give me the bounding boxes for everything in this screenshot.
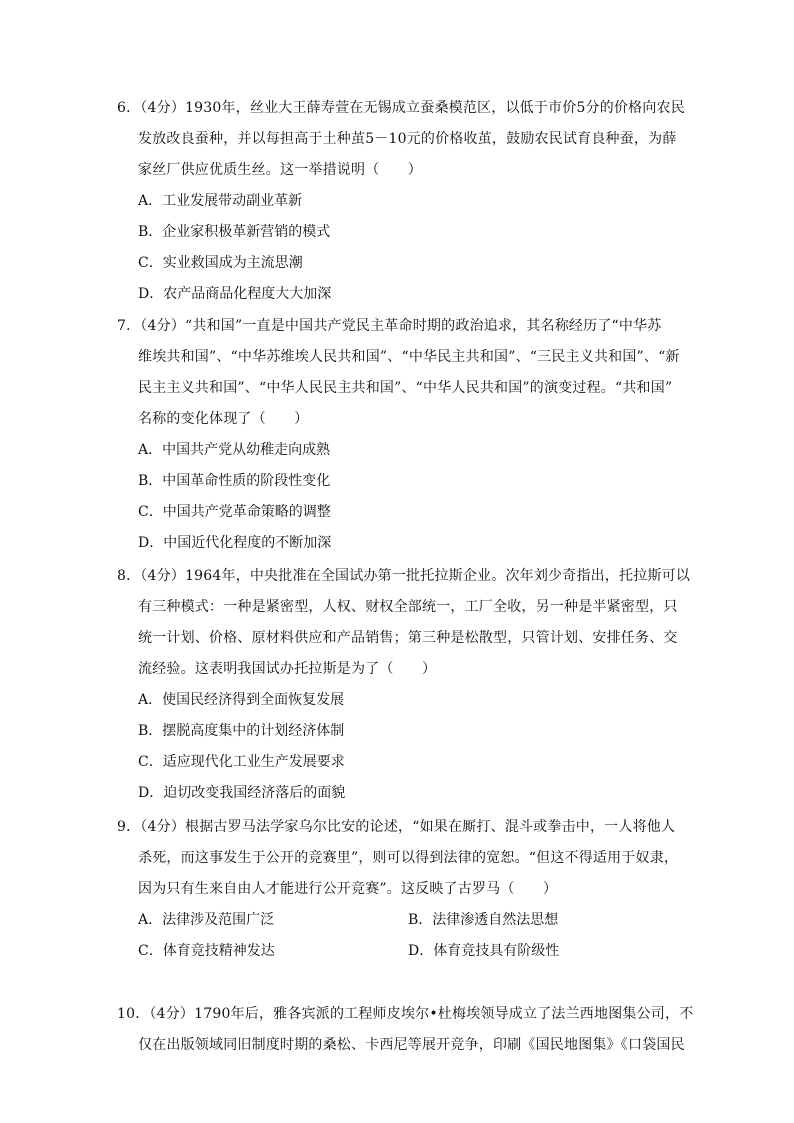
- question-8: [117, 561, 691, 809]
- question-stem-line: 维埃共和国”、“中华苏维埃人民共和国”、“中华民主共和国”、“三民主义共和国”、“新: [138, 349, 680, 365]
- question-stem-line: 流经验。这表明我国试办托拉斯是为了（ ）: [138, 661, 437, 677]
- option-c: C．适应现代化工业生产发展要求: [138, 754, 345, 770]
- option-b: B．法律渗透自然法思想: [408, 912, 559, 928]
- option-b: B．摆脱高度集中的计划经济体制: [138, 723, 345, 739]
- question-7: [117, 311, 687, 559]
- question-stem-line: 6．（4分）1930年，丝业大王薛寿萱在无锡成立蚕桑模范区，以低于市价5分的价格向农民: [117, 100, 685, 116]
- option-b: B．中国革命性质的阶段性变化: [138, 473, 331, 489]
- option-d: D．农产品商品化程度大大加深: [138, 286, 332, 302]
- question-stem-line: 统一计划、价格、原材料供应和产品销售；第三种是松散型，只管计划、安排任务、交: [138, 630, 678, 646]
- options-row: [117, 936, 687, 967]
- option-c: C．实业救国成为主流思潮: [138, 255, 303, 271]
- question-stem-line: 名称的变化体现了（ ）: [138, 411, 309, 427]
- question-9: [117, 812, 687, 967]
- option-a: A．法律涉及范围广泛: [138, 912, 275, 928]
- question-stem-line: 发放改良蚕种，并以每担高于土种茧5－10元的价格收茧，鼓励农民试育良种蚕，为薛: [138, 131, 677, 147]
- question-10: [117, 999, 694, 1061]
- question-stem-line: 10．（4分）1790年后，雅各宾派的工程师皮埃尔•杜梅埃领导成立了法兰西地图集公司，不: [117, 1006, 694, 1022]
- question-stem-line: 家丝厂供应优质生丝。这一举措说明（ ）: [138, 162, 422, 178]
- options-row: [117, 905, 687, 936]
- question-stem-line: 因为只有生来自由人才能进行公开竞赛”。这反映了古罗马（ ）: [138, 881, 558, 897]
- question-stem-line: 民主主义共和国”、“中华人民民主共和国”、“中华人民共和国”的演变过程。“共和国”: [138, 380, 673, 396]
- option-d: D．体育竞技具有阶级性: [408, 943, 560, 959]
- option-a: A．使国民经济得到全面恢复发展: [138, 692, 345, 708]
- option-d: D．中国近代化程度的不断加深: [138, 535, 332, 551]
- option-b: B．企业家积极革新营销的模式: [138, 224, 331, 240]
- question-6: [117, 93, 687, 310]
- question-stem-line: 杀死，而这事发生于公开的竞赛里”，则可以得到法律的宽恕。“但这不得适用于奴隶，: [138, 850, 679, 866]
- question-stem-line: 7．（4分）“共和国”一直是中国共产党民主革命时期的政治追求，其名称经历了“中华苏: [117, 318, 662, 334]
- option-a: A．中国共产党从幼稚走向成熟: [138, 442, 331, 458]
- option-a: A．工业发展带动副业革新: [138, 193, 303, 209]
- question-stem-line: 8．（4分）1964年，中央批准在全国试办第一批托拉斯企业。次年刘少奇指出，托拉斯可以: [117, 568, 691, 584]
- option-c: C．中国共产党革命策略的调整: [138, 504, 331, 520]
- question-stem-line: 仅在出版领域同旧制度时期的桑松、卡西尼等展开竞争，印刷《国民地图集》《口袋国民: [138, 1037, 685, 1053]
- question-stem-line: 9．（4分）根据古罗马法学家乌尔比安的论述，“如果在厮打、混斗或拳击中，一人将他人: [117, 819, 676, 835]
- option-d: D．迫切改变我国经济落后的面貌: [138, 785, 346, 801]
- question-stem-line: 有三种模式：一种是紧密型，人权、财权全部统一，工厂全收，另一种是半紧密型，只: [138, 599, 678, 615]
- option-c: C．体育竞技精神发达: [138, 943, 275, 959]
